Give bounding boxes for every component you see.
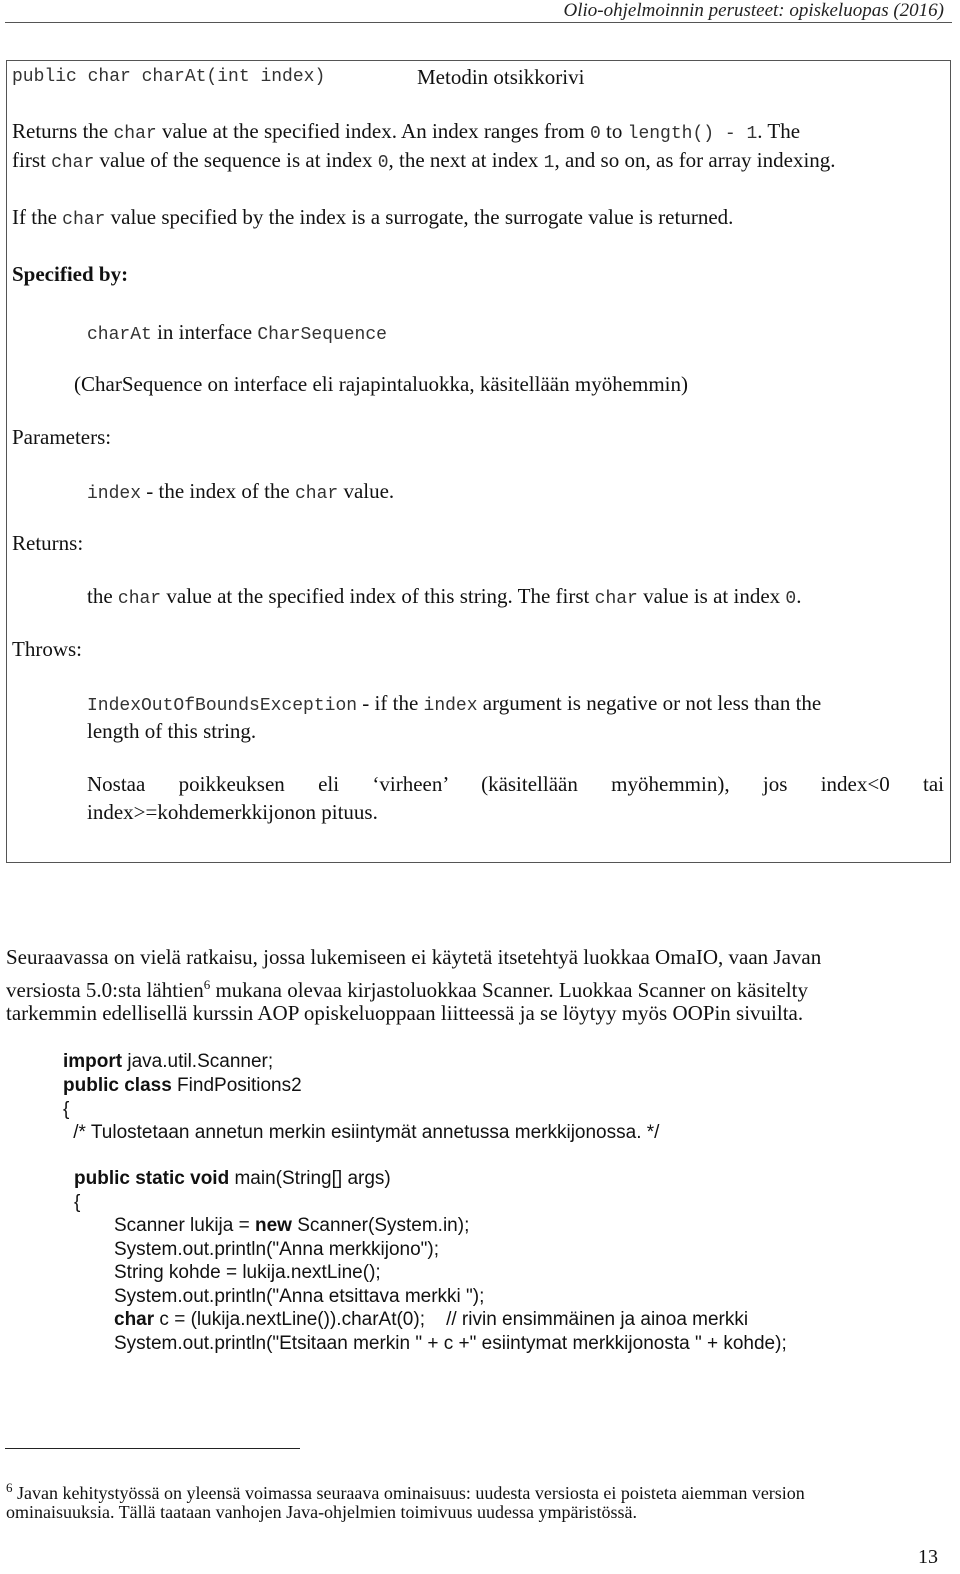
specified-by-label: Specified by: xyxy=(12,262,129,286)
code-line-main-brace: { xyxy=(74,1192,81,1213)
code-line-import: import java.util.Scanner; xyxy=(63,1051,274,1072)
footnote-reference: 6 xyxy=(203,977,211,992)
code-line-main: public static void main(String[] args) xyxy=(74,1168,391,1189)
method-signature xyxy=(12,63,325,91)
code-line-print-3: System.out.println("Etsitaan merkin " + c +" esiintymat merkkijonosta " + kohde); xyxy=(114,1333,787,1354)
code-line-class: public class FindPositions2 xyxy=(63,1075,302,1096)
signature-code: public char charAt(int index) xyxy=(12,67,326,87)
body-paragraph-line-1: Seuraavassa on vielä ratkaisu, jossa lukemiseen ei käytetä itsetehtyä luokkaa OmaIO, vaan Javan xyxy=(6,945,822,969)
returns-label: Returns: xyxy=(12,531,84,555)
code-line-readline: String kohde = lukija.nextLine(); xyxy=(114,1262,381,1283)
code-line-comment: /* Tulostetaan annetun merkin esiintymät annetussa merkkijonossa. */ xyxy=(68,1122,660,1143)
header-rule xyxy=(5,22,952,23)
throws-label: Throws: xyxy=(12,637,82,661)
parameters-label: Parameters: xyxy=(12,425,112,449)
code-line-charat: char c = (lukija.nextLine()).charAt(0); // rivin ensimmäinen ja ainoa merkki xyxy=(114,1309,749,1330)
body-paragraph-line-2: versiosta 5.0:sta lähtien$^6$ mukana olevaa kirjastoluokkaa Scanner. Luokkaa Scanner on käsitelty xyxy=(6,977,808,1002)
footnote-line-1: $^6$ Javan kehitystyössä on yleensä voimassa seuraava ominaisuus: uudesta versiosta ei poisteta aiemman version xyxy=(6,1480,805,1503)
throws-description: IndexOutOfBoundsException - if the index argument is negative or not less than the xyxy=(87,691,822,716)
footnote-line-2: ominaisuuksia. Tällä taataan vanhojen Java-ohjelmien toimivuus uudessa ympäristössä. xyxy=(6,1502,638,1522)
description-line-1: Returns the char value at the specified index. An index ranges from 0 to length() - 1. The xyxy=(12,119,801,144)
charsequence-note: (CharSequence on interface eli rajapintaluokka, käsitellään myöhemmin) xyxy=(74,372,689,396)
throws-description-line-2: length of this string. xyxy=(87,719,257,743)
throws-note-line-2: index>=kohdemerkkijonon pituus. xyxy=(87,800,378,824)
footnote-marker: 6 xyxy=(6,1480,13,1495)
specified-by-value: charAt in interface CharSequence xyxy=(87,320,387,345)
code-line-open-brace: { xyxy=(63,1099,70,1120)
code-line-print-2: System.out.println("Anna etsittava merkki "); xyxy=(114,1286,485,1307)
parameter-description: index - the index of the char value. xyxy=(87,479,395,504)
signature-note: Metodin otsikkorivi xyxy=(417,65,585,89)
throws-note-line-1: Nostaa poikkeuksen eli ‘virheen’ (käsitellään myöhemmin), jos index<0 tai xyxy=(87,772,944,796)
code-line-scanner: Scanner lukija = new Scanner(System.in); xyxy=(114,1215,470,1236)
running-header-title: Olio-ohjelmoinnin perusteet: opiskeluopas (2016) xyxy=(563,0,944,21)
footnote-rule xyxy=(5,1448,300,1449)
returns-description: the char value at the specified index of this string. The first char value is at index 0. xyxy=(87,584,802,609)
code-line-print-1: System.out.println("Anna merkkijono"); xyxy=(114,1239,440,1260)
page-number: 13 xyxy=(918,1546,938,1568)
body-paragraph-line-3: tarkemmin edellisellä kurssin AOP opiskeluoppaan liitteessä ja se löytyy myös OOPin sivuilta. xyxy=(6,1001,804,1025)
description-line-2: first char value of the sequence is at index 0, the next at index 1, and so on, as for array indexing. xyxy=(12,148,836,173)
surrogate-note: If the char value specified by the index is a surrogate, the surrogate value is returned. xyxy=(12,205,734,230)
